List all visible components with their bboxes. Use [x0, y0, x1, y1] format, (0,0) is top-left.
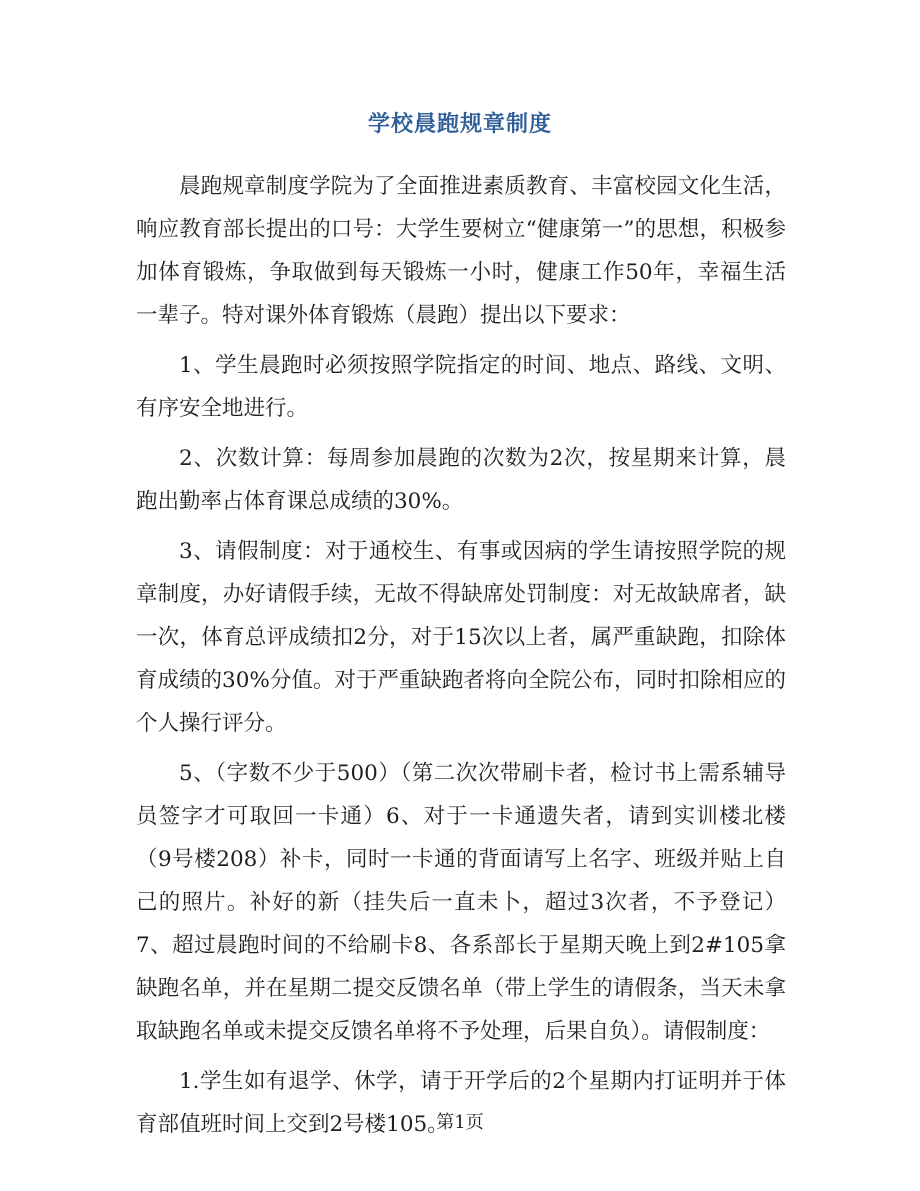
paragraph-item-1: 1、学生晨跑时必须按照学院指定的时间、地点、路线、文明、有序安全地进行。 [136, 353, 786, 421]
document-body [136, 165, 786, 1153]
document-title: 学校晨跑规章制度 [367, 111, 552, 137]
page-number: 第1页 [436, 1112, 484, 1133]
paragraph-item-2: 2、次数计算：每周参加晨跑的次数为2次，按星期来计算，晨跑出勤率占体育课总成绩的30%。 [136, 446, 786, 514]
paragraph-item-5: 5、（字数不少于500）（第二次次带刷卡者，检讨书上需系辅导员签字才可取回一卡通）6、对于一卡通遗失者，请到实训楼北楼（9号楼208）补卡，同时一卡通的背面请写上名字、班级并贴上自己的照片。补好的新（挂失后一直未卜，超过3次者，不予登记）7、超过晨跑时间的不给刷卡8、各系部长于星期天晚上到2#105拿缺跑名单，并在星期二提交反馈名单（带上学生的请假条，当天未拿取缺跑名单或未提交反馈名单将不予处理，后果自负）。请假制度： [136, 761, 786, 1044]
paragraph-leave-rule-1: 1.学生如有退学、休学，请于开学后的2个星期内打证明并于体育部值班时间上交到2号楼105。 [136, 1069, 786, 1137]
paragraph-item-3: 3、请假制度：对于通校生、有事或因病的学生请按照学院的规章制度，办好请假手续，无故不得缺席处罚制度：对无故缺席者，缺一次，体育总评成绩扣2分，对于15次以上者，属严重缺跑，扣除体育成绩的30%分值。对于严重缺跑者将向全院公布，同时扣除相应的个人操行评分。 [136, 539, 786, 736]
paragraph-intro: 晨跑规章制度学院为了全面推进素质教育、丰富校园文化生活，响应教育部长提出的口号：大学生要树立“健康第一”的思想，积极参加体育锻炼，争取做到每天锻炼一小时，健康工作50年，幸福生活一辈子。特对课外体育锻炼（晨跑）提出以下要求： [136, 174, 786, 328]
